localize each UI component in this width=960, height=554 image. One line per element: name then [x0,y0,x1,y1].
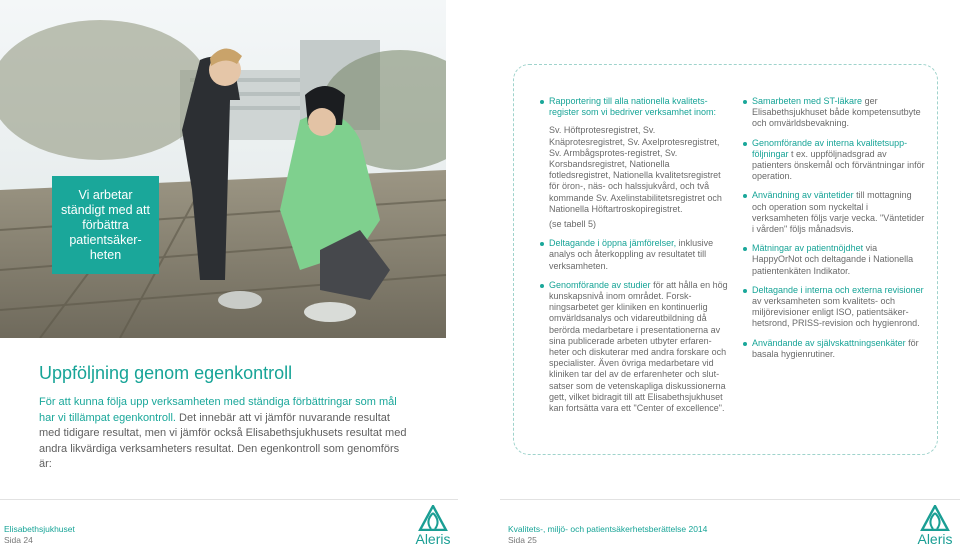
aleris-logo-left [412,505,454,549]
item-lead: Rapportering till alla nationella kvalitets-register som vi bedriver verksamhet inom: [549,96,717,118]
intro-rest: Det innebär att vi jämför nuvarande resultat med tidigare resultat, men vi jämför också Elisabethsjukhusets resultat med andra likvärdiga verksamheters resultat. Den egenkontroll som genomförs är: [39,411,407,470]
item-lead: Deltagande i öppna jämförelser, [549,238,677,249]
bullet-icon [540,242,544,246]
item-lead: Genomförande av studier [549,279,651,290]
item-lead: Deltagande i interna och externa revisioner [752,284,924,295]
item-lead: Genomförande av interna kvalitetsupp-följningar [752,137,908,159]
callout-text: Vi arbetar ständigt med att förbättra patientsäker-heten [61,187,150,262]
logo-wordmark: Aleris [415,531,451,547]
item-text: till mottagning och operation som nyckeltal i verksamheten följs varje vecka. "Väntetider i vården" följs månadsvis. [752,190,925,235]
item-lead: Samarbeten med ST-läkare [752,96,863,106]
registry-list: Sv. Höftprotesregistret, Sv. Knäprotesregistret, Sv. Axelprotesregistret, Sv. Armbågsprotes-registret, Sv. Korsbandsregistret, Nationella fotledsregistret, Nationella kvalitetsregistret för öron-, näs- och halssjukvård, och två kommande Sv. Axelinstabilitetsregistret och Nationella Höftartroskopiregistret. [549,125,722,214]
bullet-icon [743,247,747,251]
photo-illustration [0,0,446,338]
item-text: ger Elisabethsjukhuset både kompetensutbyte och omvärldsbevakning. [752,96,921,129]
callout-box [52,176,159,274]
column-right [742,96,927,368]
report-title: Kvalitets-, miljö- och patientsäkerhetsberättelse 2014 [508,524,708,534]
column-left [539,96,729,422]
bullet-icon [743,342,747,346]
footer-left [4,524,75,546]
list-item [539,96,729,230]
list-item [742,96,927,130]
item-lead: Mätningar av patientnöjdhet [752,243,864,254]
list-item [742,138,927,183]
item-text: för att hålla en hög kunskapsnivå inom området. Forsk-ningsarbetet ger kliniken en kontinuerlig omvärldsanalys och vidareutbildning då berörda medarbetare i presentationerna av sina publicerade arbeten utbyter erfaren-heter och diskuterar med andra forskare och specialister. Även övriga medarbetare vid kliniken tar del av de erfarenheter och slut-satser som de vetenskapliga diskussionerna gett, vilket bidragit till att Elisabethsjukhuset kan fortsätta vara ett "Center of excellence". [549,279,728,414]
bullet-icon [743,100,747,104]
page-number-right: Sida 25 [508,535,537,545]
footer-divider-left [0,499,458,500]
list-item [742,285,927,330]
page-title: Uppföljning genom egenkontroll [39,363,293,383]
aleris-logo-icon [418,505,448,531]
list-item [539,238,729,272]
list-item [742,338,927,360]
intro-paragraph [39,395,411,473]
logo-wordmark: Aleris [917,531,953,547]
bullet-icon [540,284,544,288]
table-reference: (se tabell 5) [549,219,597,230]
item-text: inklusive analys och återkoppling av resultatet till verksamheten. [549,238,714,271]
item-text: via HappyOrNot och deltagande i Nationella patientenkäten Indikator. [752,243,914,276]
list-item [742,190,927,235]
item-text: av verksamheten som kvalitets- och miljörevisioner enligt ISO, patientsäker-hetsrond, PRISS-revision och hygienrond. [752,296,920,329]
item-text: t ex. uppföljnadsgrad av patienters önskemål och förväntningar inför operation. [752,148,925,182]
aleris-logo-icon [920,505,950,531]
item-text: för basala hygienrutiner. [752,337,919,359]
bullet-icon [540,100,544,104]
footer-right [508,524,707,546]
list-item [539,280,729,414]
footer-divider-right [500,499,960,500]
page-number-left: Sida 24 [4,535,33,545]
bullet-icon [743,194,747,198]
item-lead: Användning av väntetider [752,190,854,201]
aleris-logo-right [914,505,956,549]
hero-photo [0,0,446,338]
footer-org-name: Elisabethsjukhuset [4,524,75,534]
intro-lead: För att kunna följa upp verksamheten med ständiga förbättringar som mål har vi tillämpat egenkontroll. [39,396,397,424]
bullet-icon [743,142,747,146]
item-lead: Användande av självskattningsenkäter [752,337,906,348]
bullet-icon [743,289,747,293]
list-item [742,243,927,277]
